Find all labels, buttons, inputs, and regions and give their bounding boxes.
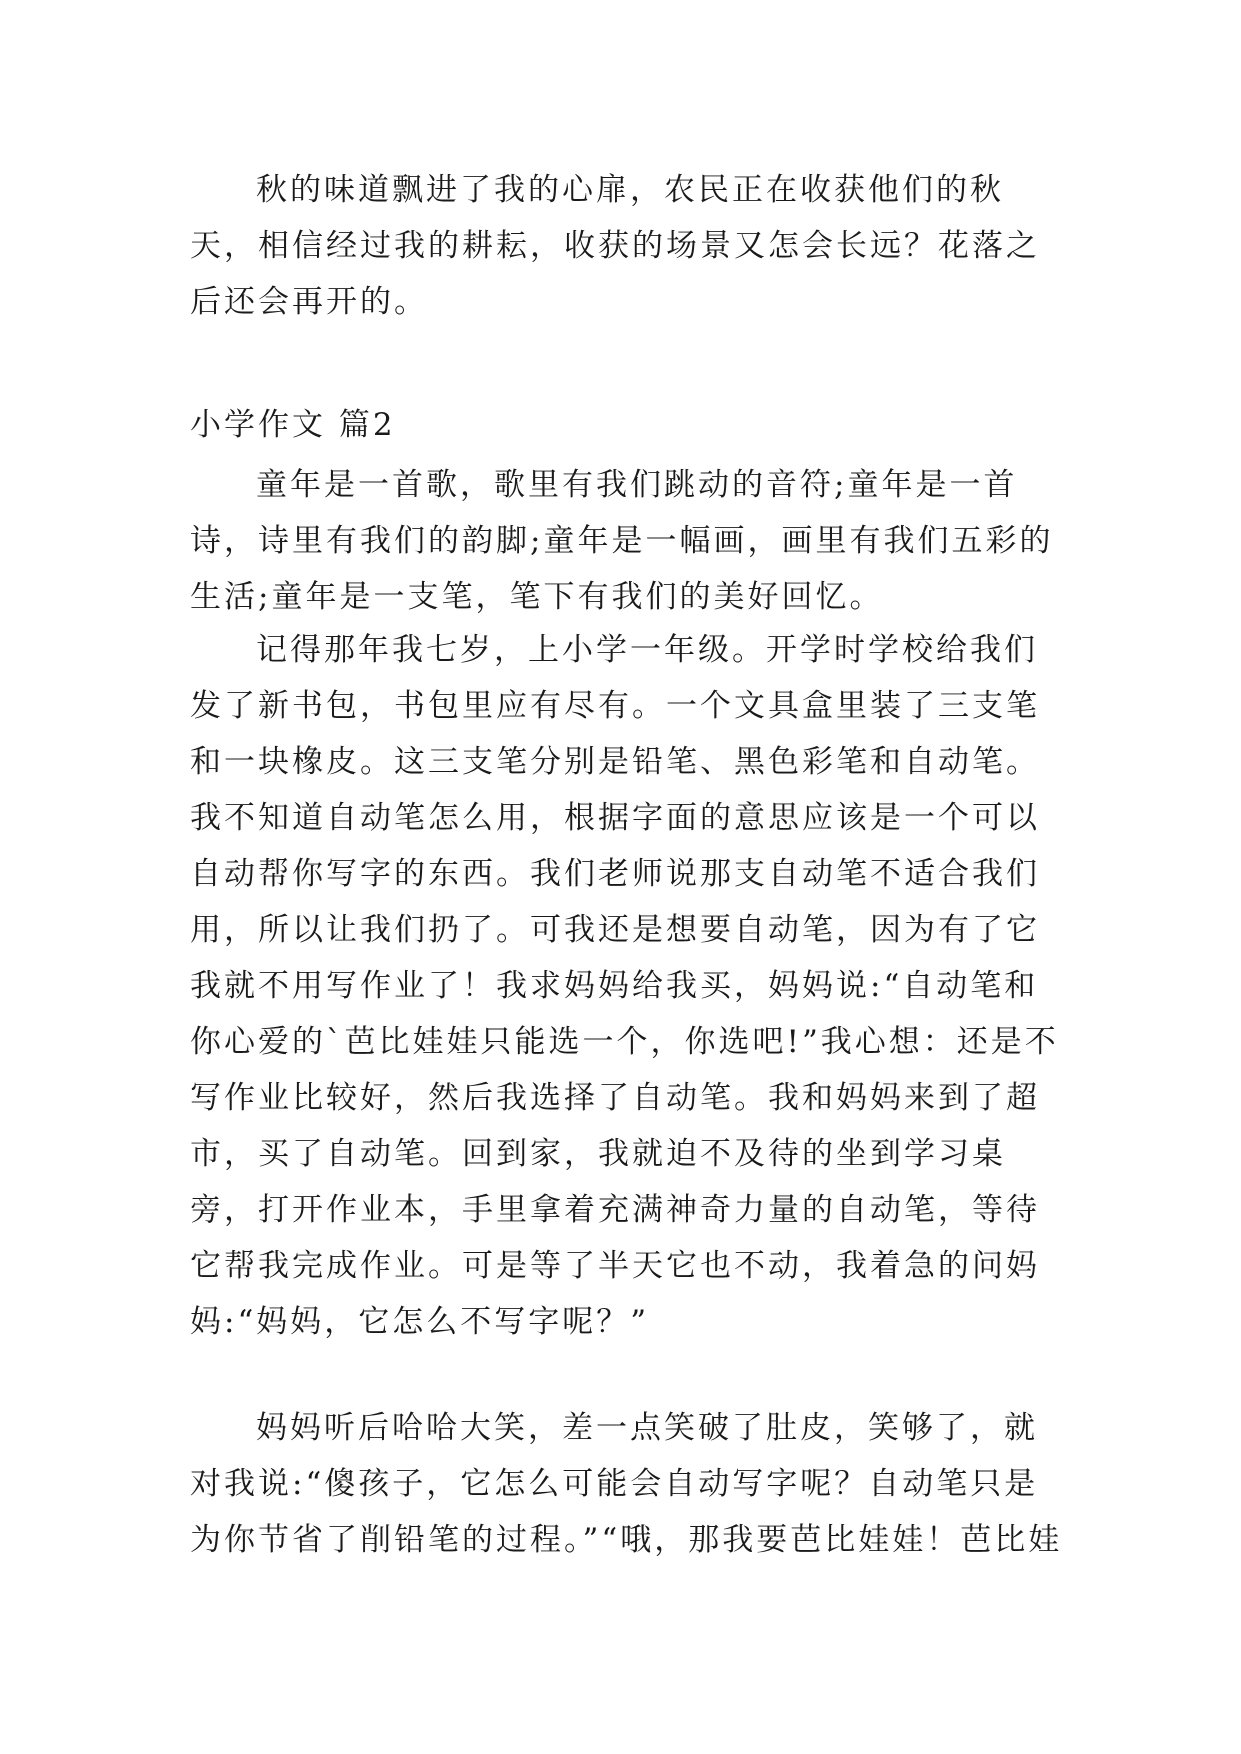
paragraph-block-3 xyxy=(190,1400,1070,1568)
paragraph-block-1 xyxy=(190,457,1070,625)
intro-paragraph: 秋的味道飘进了我的心扉，农民正在收获他们的秋天，相信经过我的耕耘，收获的场景又怎会长远？花落之后还会再开的。 xyxy=(190,172,1040,320)
paragraph-automatic-pen: 记得那年我七岁，上小学一年级。开学时学校给我们发了新书包，书包里应有尽有。一个文具盒里装了三支笔和一块橡皮。这三支笔分别是铅笔、黑色彩笔和自动笔。我不知道自动笔怎么用，根据字面的意思应该是一个可以自动帮你写字的东西。我们老师说那支自动笔不适合我们用，所以让我们扔了。可我还是想要自动笔，因为有了它我就不用写作业了！我求妈妈给我买，妈妈说:“自动笔和你心爱的`芭比娃娃只能选一个，你选吧!”我心想：还是不写作业比较好，然后我选择了自动笔。我和妈妈来到了超市，买了自动笔。回到家，我就迫不及待的坐到学习桌旁，打开作业本，手里拿着充满神奇力量的自动笔，等待它帮我完成作业。可是等了半天它也不动，我着急的问妈妈:“妈妈，它怎么不写字呢？” xyxy=(190,632,1059,1340)
paragraph-block-2 xyxy=(190,622,1070,1350)
paragraph-childhood-song: 童年是一首歌，歌里有我们跳动的音符;童年是一首诗，诗里有我们的韵脚;童年是一幅画，画里有我们五彩的生活;童年是一支笔，笔下有我们的美好回忆。 xyxy=(190,467,1054,615)
section-heading: 小学作文 篇2 xyxy=(190,407,396,443)
paragraph-mom-laughs: 妈妈听后哈哈大笑，差一点笑破了肚皮，笑够了，就对我说:“傻孩子，它怎么可能会自动写字呢？自动笔只是为你节省了削铅笔的过程。”“哦，那我要芭比娃娃！芭比娃 xyxy=(190,1410,1063,1558)
intro-paragraph-block xyxy=(190,162,1070,330)
